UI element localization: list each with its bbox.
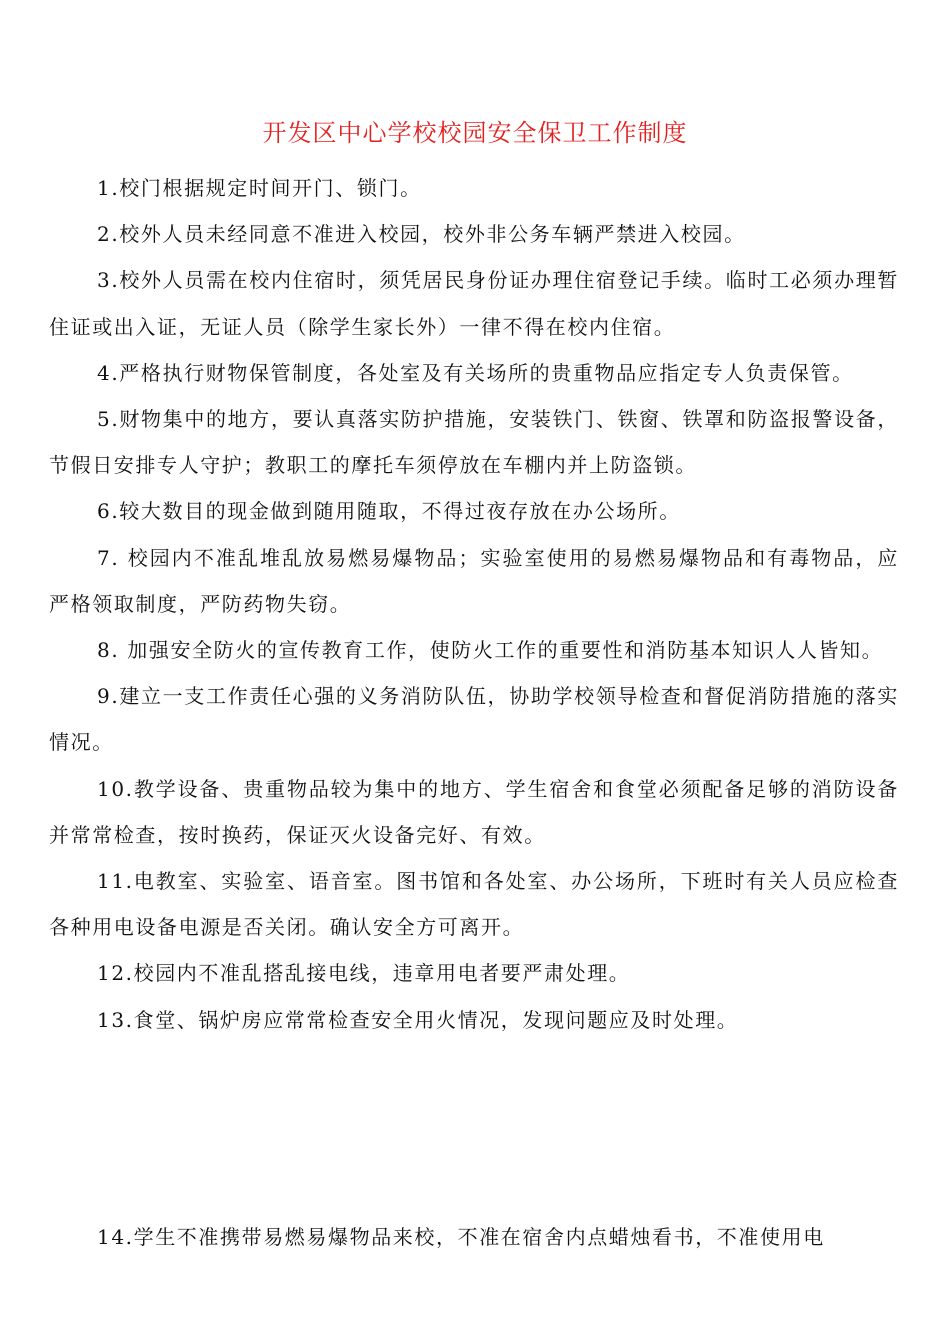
rule-paragraph-1: 1.校门根据规定时间开门、锁门。 — [97, 176, 422, 200]
rule-paragraph-7: 7. 校园内不准乱堆乱放易燃易爆物品；实验室使用的易燃易爆物品和有毒物品，应严格领取制度，严防药物失窃。 — [49, 545, 899, 616]
rule-paragraph-12: 12.校园内不准乱搭乱接电线，违章用电者要严肃处理。 — [97, 961, 631, 986]
rule-paragraph-5: 5.财物集中的地方，要认真落实防护措施，安装铁门、铁窗、铁罩和防盗报警设备，节假日安排专人守护；教职工的摩托车须停放在车棚内并上防盗锁。 — [49, 407, 899, 478]
rules-list — [49, 165, 899, 1043]
rule-paragraph-2: 2.校外人员未经同意不准进入校园，校外非公务车辆严禁进入校园。 — [97, 222, 746, 247]
document-title: 开发区中心学校校园安全保卫工作制度 — [262, 119, 688, 147]
rule-paragraph-8: 8. 加强安全防火的宣传教育工作，使防火工作的重要性和消防基本知识人人皆知。 — [97, 638, 884, 663]
rule-paragraph-6: 6.较大数目的现金做到随用随取，不得过夜存放在办公场所。 — [97, 499, 681, 524]
rule-paragraph-4: 4.严格执行财物保管制度，各处室及有关场所的贵重物品应指定专人负责保管。 — [97, 360, 854, 385]
rules-list-continued — [49, 1214, 899, 1260]
rule-paragraph-11: 11.电教室、实验室、语音室。图书馆和各处室、办公场所，下班时有关人员应检查各种用电设备电源是否关闭。确认安全方可离开。 — [49, 869, 899, 940]
rule-paragraph-3: 3.校外人员需在校内住宿时，须凭居民身份证办理住宿登记手续。临时工必须办理暂住证或出入证，无证人员（除学生家长外）一律不得在校内住宿。 — [49, 268, 899, 339]
rule-paragraph-10: 10.教学设备、贵重物品较为集中的地方、学生宿舍和食堂必须配备足够的消防设备并常常检查，按时换药，保证灭火设备完好、有效。 — [49, 776, 899, 847]
rule-paragraph-14: 14.学生不准携带易燃易爆物品来校，不准在宿舍内点蜡烛看书，不准使用电 — [97, 1225, 825, 1249]
rule-paragraph-13: 13.食堂、锅炉房应常常检查安全用火情况，发现问题应及时处理。 — [97, 1007, 739, 1032]
rule-paragraph-9: 9.建立一支工作责任心强的义务消防队伍，协助学校领导检查和督促消防措施的落实情况。 — [49, 684, 899, 755]
